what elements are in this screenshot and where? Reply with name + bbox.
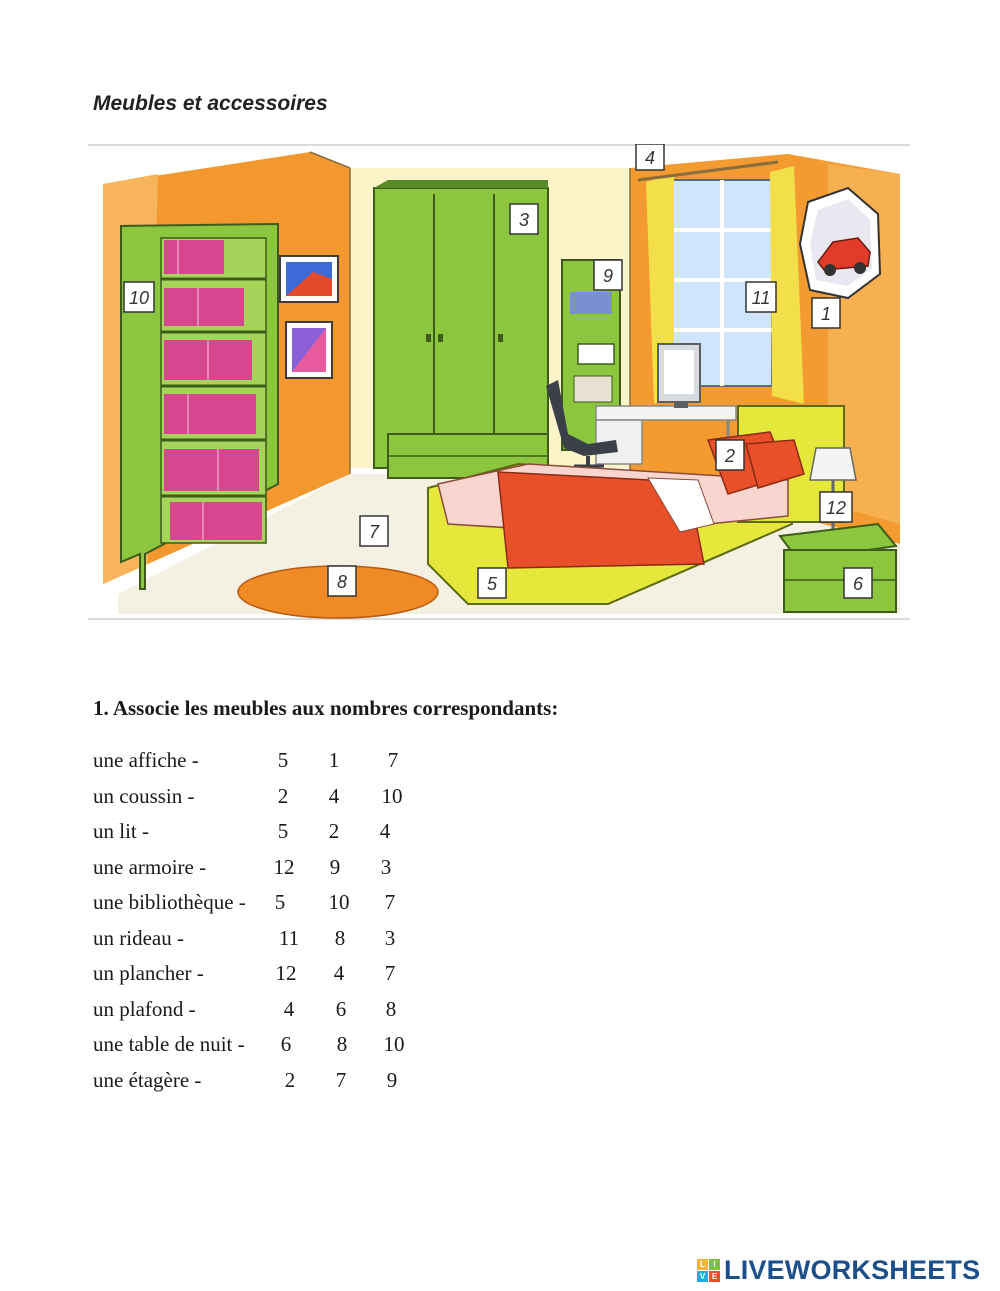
option[interactable]: 5 [274,890,286,914]
option[interactable]: 10 [328,890,350,914]
option[interactable]: 4 [379,819,391,843]
option[interactable]: 2 [328,819,340,843]
tag-2: 2 [724,446,736,466]
logo-mark: L I V E [697,1259,720,1282]
nightstand [780,524,896,612]
tag-10: 10 [128,288,150,308]
tag-7: 7 [368,522,380,542]
option[interactable]: 10 [383,1032,405,1056]
option[interactable]: 7 [335,1067,347,1092]
option[interactable]: 2 [284,1067,296,1092]
question-heading: 1. Associe les meubles aux nombres correspondants: [93,696,559,720]
option[interactable]: 7 [384,890,396,914]
page-title: Meubles et accessoires [93,92,328,115]
option[interactable]: 6 [280,1032,292,1056]
bookshelf [121,224,278,589]
tag-3: 3 [518,210,530,230]
tag-12: 12 [825,498,847,518]
option[interactable]: 3 [384,925,396,950]
poster [800,188,880,298]
liveworksheets-logo [697,1253,980,1287]
tag-11: 11 [751,288,771,308]
option[interactable]: 9 [386,1067,398,1092]
option[interactable]: 6 [335,996,347,1021]
option[interactable]: 1 [328,748,340,772]
option[interactable]: 3 [380,854,392,879]
tag-8: 8 [336,572,348,592]
option[interactable]: 10 [381,783,403,808]
option[interactable]: 5 [277,819,289,843]
option[interactable]: 5 [277,748,289,772]
tag-1: 1 [820,304,832,324]
option[interactable]: 12 [273,854,295,879]
option[interactable]: 2 [277,783,289,808]
option[interactable]: 12 [275,961,297,985]
option[interactable]: 4 [333,961,345,985]
brand-name: LIVEWORKSHEETS [724,1254,981,1285]
option[interactable]: 8 [336,1032,348,1056]
option[interactable]: 9 [329,854,341,879]
option[interactable]: 8 [334,925,346,950]
option[interactable]: 7 [387,748,399,772]
option[interactable]: 8 [385,996,397,1021]
tag-5: 5 [486,574,498,594]
option[interactable]: 7 [384,961,396,985]
option[interactable]: 4 [283,996,295,1021]
tag-4: 4 [644,148,656,168]
option[interactable]: 11 [278,925,300,950]
tag-9: 9 [602,266,614,286]
bedroom-illustration [88,144,910,620]
option[interactable]: 4 [328,783,340,808]
tag-6: 6 [852,574,864,594]
